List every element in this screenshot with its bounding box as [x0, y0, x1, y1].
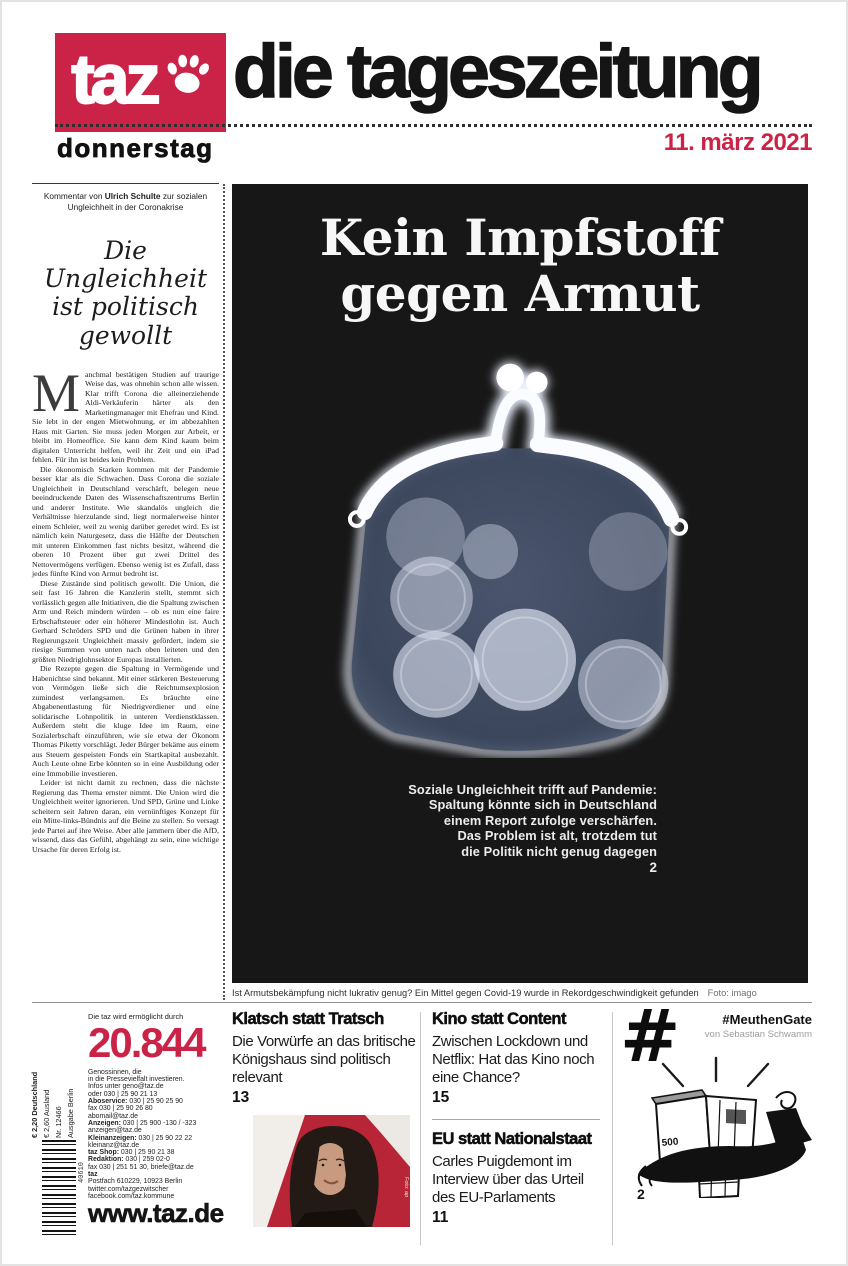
standfirst-line: die Politik nicht genug dagegen [461, 843, 657, 859]
issue-date: 11. märz 2021 [663, 129, 812, 156]
teaser-title: Kino statt Content [432, 1010, 566, 1028]
imprint-line: fax 030 | 251 51 30, briefe@taz.de [88, 1163, 194, 1171]
footer-rule [32, 1002, 812, 1003]
kicker-pre: Kommentar von [43, 191, 105, 201]
teaser-eu [432, 1130, 610, 1227]
edge-label: € 2,20 Deutschland [30, 1071, 39, 1138]
kicker-author: Ulrich Schulte [104, 191, 161, 201]
imprint-lines [88, 1069, 220, 1200]
commentary-paragraph: Die ökonomisch Starken kommen mit der Pandemie besser klar als die Schwachen. Dass Corona die soziale Ungleichheit in Deutschland verschärft, belegen neue beeindruckende Daten des Wissenschaftszentrums Berlin und anderer Institute. Wie skandalös ungleich die Verhältnisse hierzulande sind, liegt normalerweise hinter einem Schleier, weil zu wenig darüber geredet wird. Es ist nämlich kein Naturgesetz, dass die Hälfte der Deutschen mit unteren Einkommen fast nichts besitzt, während die oberen 10 Prozent über gut zwei Drittel des Nettovermögens verfügen. Ebenso wenig ist es Zufall, dass jedes fünfte Kind von Armut bedroht ist. [32, 464, 219, 579]
meuthengate-cartoon [628, 1056, 812, 1198]
caption-text: Ist Armutsbekämpfung nicht lukrativ genug? Ein Mittel gegen Covid-19 wurde in Rekordgeschwindigkeit gefunden [232, 988, 699, 998]
standfirst-line: einem Report zufolge verschärfen. [443, 812, 657, 828]
imprint-line: kleinanz@taz.de [88, 1141, 140, 1149]
teaser-title: EU statt Nationalstaat [432, 1130, 592, 1148]
lead-page-reference: 2 [649, 860, 657, 875]
xray-coin-purse-illustration [332, 350, 707, 758]
commentary-paragraph: Manchmal bestätigen Studien auf traurige Weise das, was ohnehin schon alle wissen. Klar trifft Corona die alleinerziehende Aldi-Verkäuferin härter als den Marketingmanager mit Ehefrau und Kind. Sie lebt in der engen Mietwohnung, er im abbezahlten Haus mit Garten. Sie muss jeden Morgen zur Arbeit, er bleibt im Homeoffice. Sie kann dem Kind kaum beim digitalen Unterricht helfen, weil ihr Zeit und ein iPad fehlen. Für ihn ist beides kein Problem. [32, 362, 219, 465]
lead-photo-caption [232, 988, 810, 998]
lead-headline-line1: Kein Impfstoff [319, 208, 721, 267]
teaser-kino [432, 1010, 610, 1107]
imprint-intro: Die taz wird ermöglicht durch [88, 1012, 184, 1021]
edge-label: Nr. 12466 [54, 1106, 64, 1138]
standfirst-line: Spaltung könnte sich in Deutschland [428, 797, 657, 813]
imprint-line: Anzeigen: 030 | 25 900 -130 / -323 [88, 1119, 197, 1127]
cartoon-byline: von Sebastian Schwamm [704, 1029, 812, 1040]
imprint-line: in die Pressevielfalt investieren. [88, 1076, 185, 1084]
edge-labels [30, 1014, 75, 1138]
hashtag-glyph: # [620, 994, 681, 1078]
teaser-divider [432, 1119, 600, 1120]
imprint-line: anzeigen@taz.de [88, 1127, 142, 1135]
imprint-line: Kleinanzeigen: 030 | 25 90 22 22 [88, 1134, 193, 1142]
commentary-paragraph: Leider ist nicht damit zu rechnen, dass die nächste Regierung das Thema ernster nimmt. Die Union wird die Ungleichheit weiter ignorieren. Und SPD, Grüne und Linke scheitern seit Jahren daran, ein vernünftiges Konzept für ein Mitte-links-Bündnis auf die Beine zu stellen. So versagt jede Partei auf ihre Weise. Aber alle jammern über die AfD, wissend, dass das Gefühl, abgehängt zu sein, eine wichtige Ursache für deren Erfolg ist. [32, 778, 219, 854]
paw-icon [161, 50, 211, 99]
edge-label: Ausgabe Berlin [66, 1088, 76, 1138]
imprint-line: Redaktion: 030 | 259 02-0 [88, 1156, 170, 1164]
standfirst-line: Soziale Ungleichheit trifft auf Pandemie: [408, 782, 657, 797]
imprint-block [88, 1012, 220, 1200]
commentary-kicker [32, 191, 219, 213]
imprint-line: Genossinnen, die [88, 1068, 142, 1076]
kicker-post: zur sozialen Ungleichheit in der Coronakrise [67, 191, 208, 212]
taz-logo-text: taz [71, 39, 157, 118]
teaser-page-number: 15 [432, 1089, 450, 1106]
weekday-label: donnerstag [57, 133, 214, 163]
teaser-text: Carles Puigdemont im Interview über das Urteil des EU-Parlaments [432, 1153, 584, 1206]
masthead-title: die tageszeitung [233, 29, 760, 113]
commentary-paragraph: Diese Zustände sind politisch gewollt. Die Union, die seit fast 16 Jahren die Kanzlerin stellt, stemmt sich verlässlich gegen alle Initiativen, die die Spaltung zwischen Arm und Reich mindern würden – ob es nun eine faire Erbschaftsteuer oder ein höherer Mindestlohn ist. Auch Gerhard Schröders SPD und die Grünen haben in ihrer Regierungszeit Ungleichheit massiv gefördert, indem sie riesige Summen von unten nach oben leiteten und den größten Niedriglohnsektor Europas installierten. [32, 578, 219, 664]
commentary-column [32, 183, 219, 854]
teaser-text: Zwischen Lockdown und Netflix: Hat das Kino noch eine Chance? [432, 1033, 595, 1086]
teaser-royals [232, 1010, 418, 1227]
teaser-page-number: 11 [432, 1209, 449, 1226]
imprint-line: oder 030 | 25 90 21 13 [88, 1090, 158, 1098]
imprint-line: facebook.com/taz.kommune [88, 1192, 175, 1200]
imprint-line: Postfach 610229, 10923 Berlin [88, 1178, 183, 1186]
teaser-column-culture [432, 1010, 610, 1227]
cartoon-page-number: 2 [637, 1186, 645, 1202]
column-dotted-separator [223, 184, 225, 1000]
barcode [42, 1140, 76, 1236]
commentary-headline: Die Ungleichheit ist politisch gewollt [43, 235, 207, 350]
commentary-paragraph: Die Rezepte gegen die Spaltung in Vermögende und Habenichtse sind bekannt. Mit einer stärkeren Besteuerung von Vermögen ließe sich die Reichtumsexplosion zumindest verlangsamen. Es bräuchte eine Abgabenentlastung für Niedrigverdiener und eine solidarische Lohnpolitik in unteren Verdienstklassen. Außerdem steht die kluge Idee im Raum, eine Sozialerbschaft einzuführen, wie sie etwa der Ökonom Thomas Piketty vorschlägt. Jeder Bürger bekäme aus einem aus Steuern gespeisten Fonds ein Startkapital ausbezahlt. Auch Leute ohne Erbe könnten so in eine Ausbildung oder eine Immobilie investieren. [32, 664, 219, 778]
footer-divider-2 [612, 1012, 613, 1245]
caption-credit: Foto: imago [707, 988, 757, 998]
cooperative-members-count: 20.844 [88, 1019, 205, 1066]
lead-headline [232, 210, 808, 322]
imprint-line: fax 030 | 25 90 26 80 [88, 1105, 153, 1113]
imprint-line: taz [88, 1170, 98, 1178]
masthead-dotted-rule [55, 124, 812, 127]
lead-headline-line2: gegen Armut [340, 264, 700, 323]
footer-divider-1 [420, 1012, 421, 1245]
taz-logo-box [55, 33, 226, 132]
imprint-line: taz Shop: 030 | 25 90 21 38 [88, 1149, 175, 1157]
svg-text:500: 500 [661, 1136, 679, 1149]
imprint-line: Aboservice: 030 | 25 90 25 90 [88, 1098, 183, 1106]
imprint-line: Infos unter geno@taz.de [88, 1083, 164, 1091]
commentary-body [32, 362, 219, 855]
lead-story-panel [232, 184, 808, 983]
imprint-line: twitter.com/tazgezwitscher [88, 1185, 169, 1193]
barcode-number: 40610 [78, 1162, 86, 1184]
photo-credit: Foto: ap [403, 1177, 409, 1198]
lead-standfirst [408, 782, 657, 859]
dropcap: M [32, 362, 81, 423]
teaser-text: Die Vorwürfe an das britische Königshaus sind politisch relevant [232, 1033, 416, 1086]
cartoon-title: #MeuthenGate [722, 1012, 812, 1027]
website-url: www.taz.de [88, 1198, 224, 1228]
teaser-photo-meghan [253, 1115, 410, 1227]
edge-label: € 2,60 Ausland [42, 1089, 52, 1138]
imprint-line: abomail@taz.de [88, 1112, 138, 1120]
teaser-page-number: 13 [232, 1089, 250, 1106]
teaser-title: Klatsch statt Tratsch [232, 1010, 384, 1028]
standfirst-line: Das Problem ist alt, trotzdem tut [457, 828, 657, 844]
